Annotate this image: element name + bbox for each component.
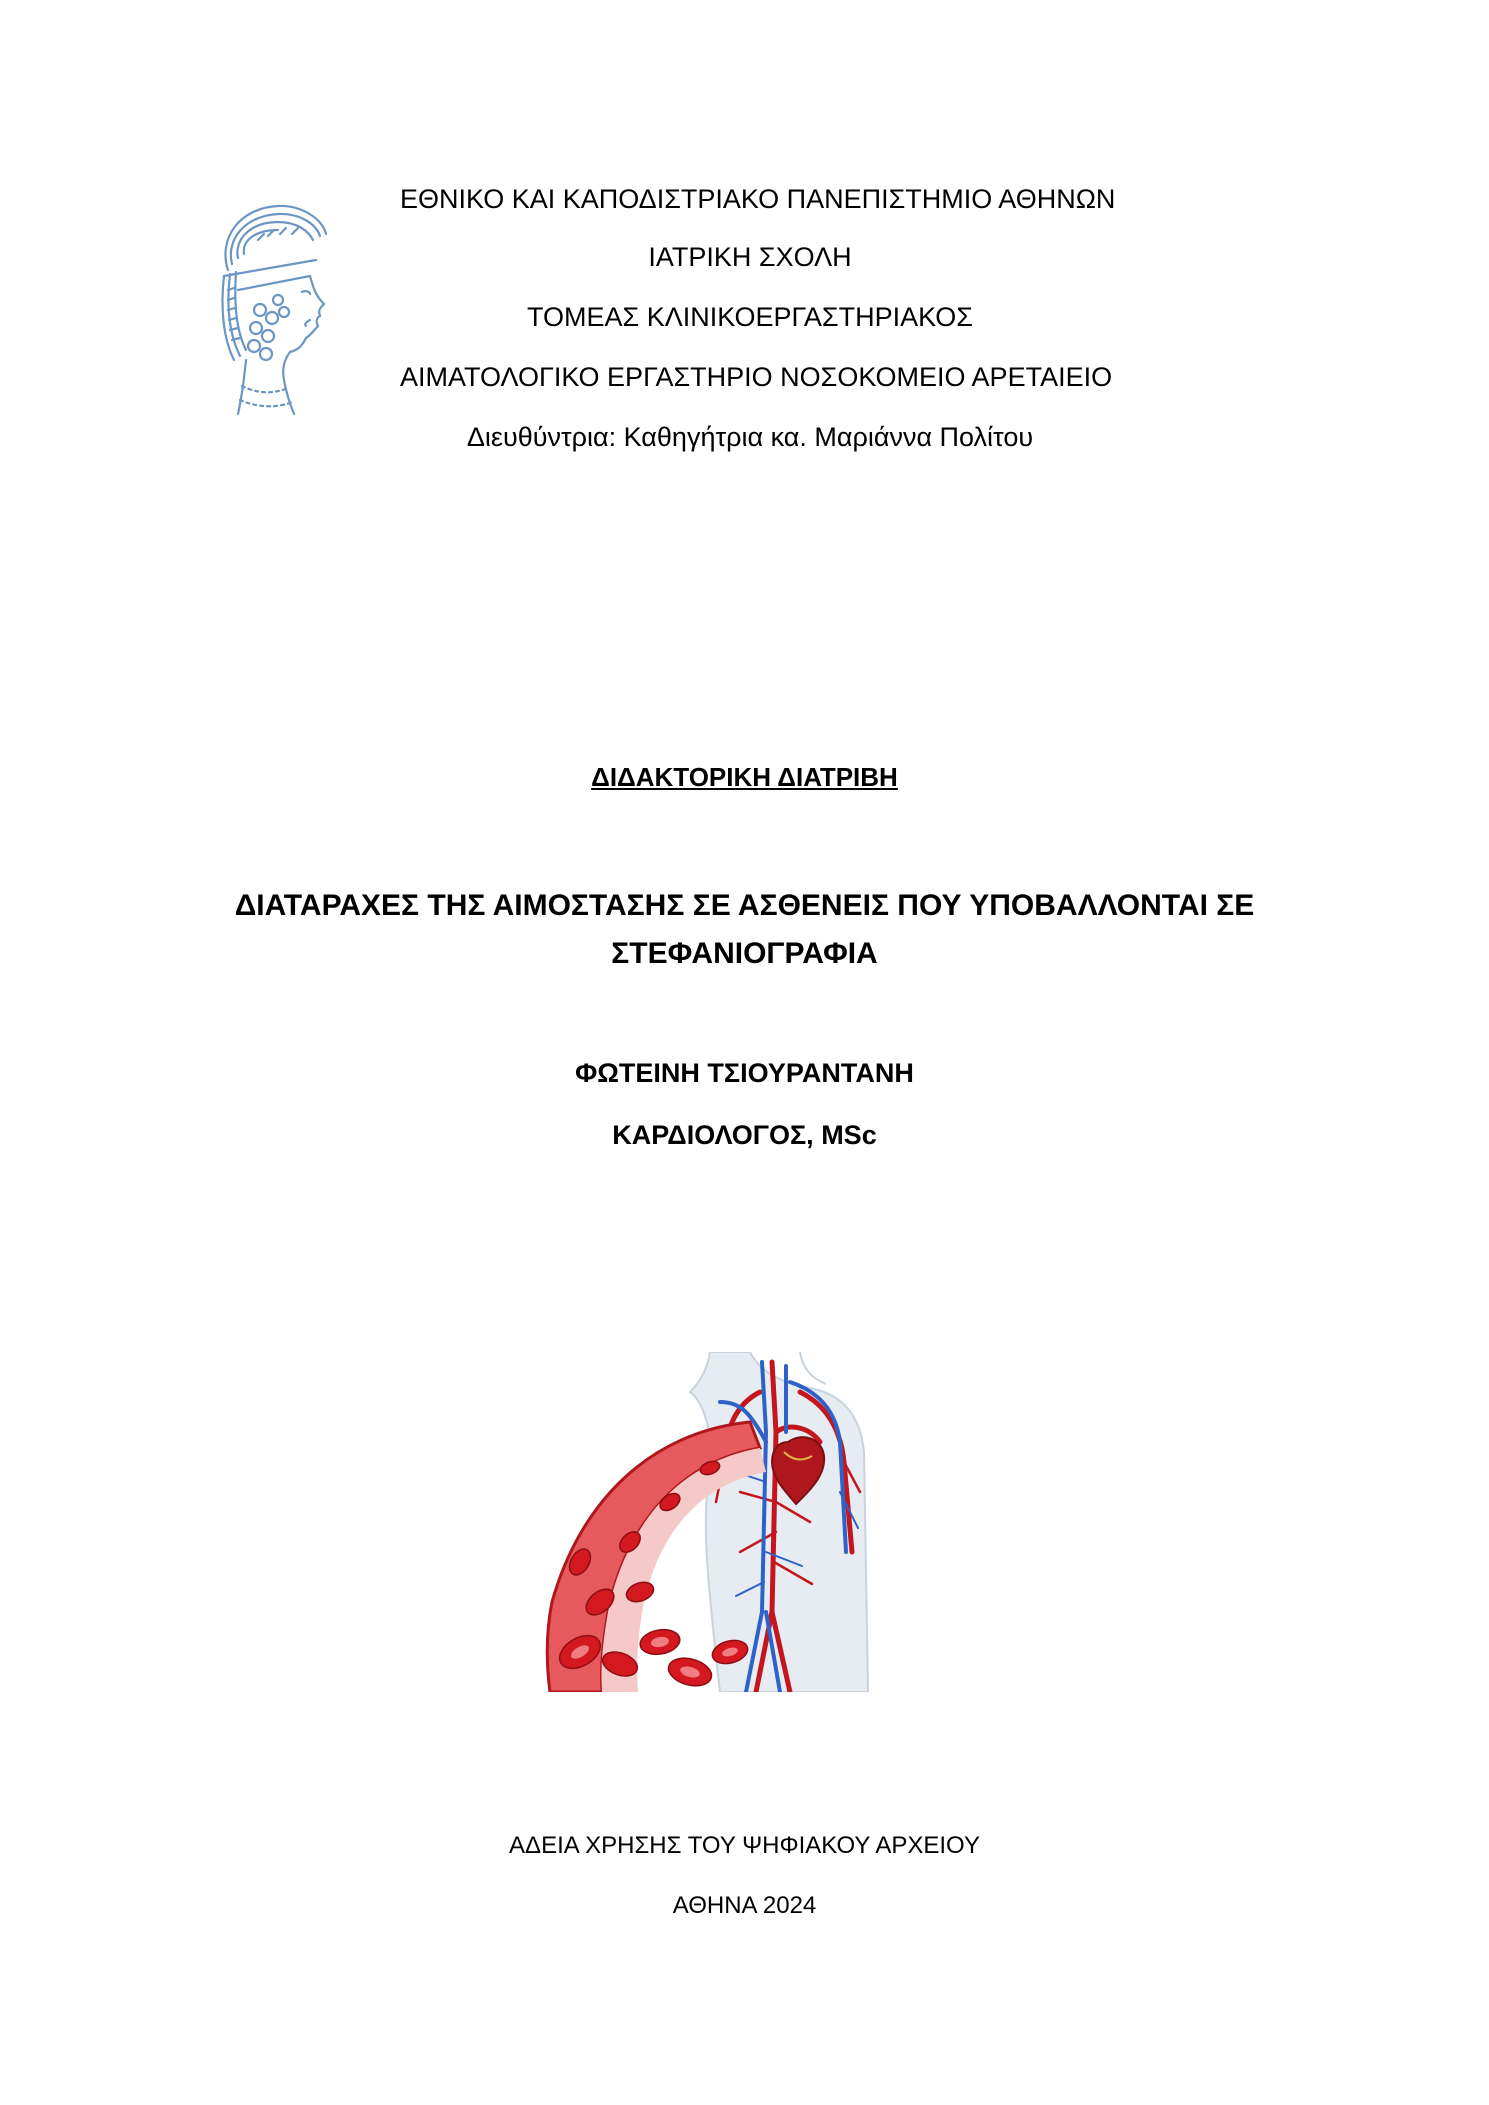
author-name: ΦΩΤΕΙΝΗ ΤΣΙΟΥΡΑΝΤΑΝΗ [575,1058,914,1088]
place-year-line: ΑΘΗΝΑ 2024 [672,1892,817,1919]
school-name: ΙΑΤΡΙΚΗ ΣΧΟΛΗ [648,242,852,272]
university-name: ΕΘΝΙΚΟ ΚΑΙ ΚΑΠΟΔΙΣΤΡΙΑΚΟ ΠΑΝΕΠΙΣΤΗΜΙΟ ΑΘΗΝΩΝ [400,184,1116,214]
circulatory-system-icon [540,1352,970,1692]
director-line: Διευθύντρια: Καθηγήτρια κα. Μαριάννα Πολίτου [466,422,1034,452]
thesis-type: ΔΙΔΑΚΤΟΡΙΚΗ ΔΙΑΤΡΙΒΗ [591,762,898,792]
thesis-title-line-1: ΔΙΑΤΑΡΑΧΕΣ ΤΗΣ ΑΙΜΟΣΤΑΣΗΣ ΣΕ ΑΣΘΕΝΕΙΣ ΠΟΥ ΥΠΟΒΑΛΛΟΝΤΑΙ ΣΕ [234,889,1255,922]
sector-name: ΤΟΜΕΑΣ ΚΛΙΝΙΚΟΕΡΓΑΣΤΗΡΙΑΚΟΣ [527,302,973,332]
laboratory-name: ΑΙΜΑΤΟΛΟΓΙΚΟ ΕΡΓΑΣΤΗΡΙΟ ΝΟΣΟΚΟΜΕΙΟ ΑΡΕΤΑΙΕΙΟ [400,362,1113,392]
thesis-title [0,882,1489,978]
license-line: ΑΔΕΙΑ ΧΡΗΣΗΣ ΤΟΥ ΨΗΦΙΑΚΟΥ ΑΡΧΕΙΟΥ [509,1832,980,1859]
author-specialty: ΚΑΡΔΙΟΛΟΓΟΣ, MSc [612,1120,877,1150]
thesis-title-line-2: ΣΤΕΦΑΝΙΟΓΡΑΦΙΑ [611,937,878,970]
athena-head-icon [198,200,338,420]
